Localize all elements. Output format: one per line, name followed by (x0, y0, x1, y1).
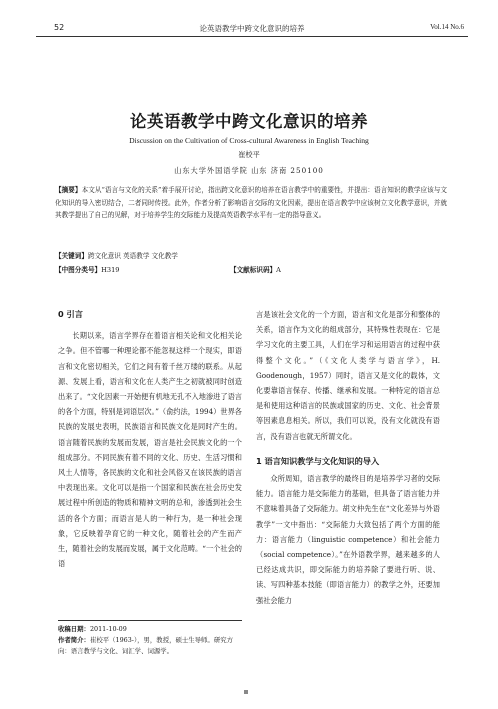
document-code (230, 264, 281, 274)
received-date-line (58, 624, 242, 635)
clc-value: H319 (101, 266, 120, 274)
paper-title-english: Discussion on the Cultivation of Cross-cultural Awareness in English Teaching (129, 136, 369, 145)
abstract (55, 184, 447, 222)
left-column (58, 307, 242, 571)
abstract-text: 本文从“语言与文化的关系”着手展开讨论，指出跨文化意识的培养在语言教学中的重要性，并提出：语言知识的教学应该与文化知识的导入密切结合，二者同时传授。此外，作者分析了影响语言交际的文化因素，提出在语言教学中应该树立文化教学意识，并就其教学提出了自己的见解，对于培养学生的交际能力及提高英语教学水平有一定的指导意义。 (55, 186, 448, 219)
running-title: 论英语教学中跨文化意识的培养 (199, 24, 305, 33)
author-bio: 崔校平（1963-），男，教授，硕士生导师。研究方向：语言教学与文化、词汇学、词源学。 (58, 636, 233, 655)
page-number: 52 (54, 23, 65, 32)
keywords-label: 【关键词】 (55, 252, 88, 260)
intro-continued-paragraph: 言是该社会文化的一个方面，语言和文化是部分和整体的关系，语言作为文化的组成部分，其特殊性表现在：它是学习文化的主要工具，人们在学习和运用语言的过程中获得整个文化。”（《文化人类学与语言学》，H. Goodenough，1957）同时，语言又是文化的载体，文化要靠语言保存、传播、继承和发展。一种特定的语言总是和使用这种语言的民族或国家的历史、文化、社会背景等因素息息相关。所以，我们可以说，没有文化就没有语言，没有语言也就无所谓文化。 (256, 310, 440, 441)
right-column (256, 307, 440, 608)
author-bio-line (58, 635, 242, 657)
classification-line (55, 264, 281, 274)
section-heading-intro: 0 引言 (58, 309, 83, 319)
scan-dot (244, 690, 248, 694)
running-header (36, 22, 468, 37)
keywords (55, 250, 178, 260)
author-affiliation: 山东大学外国语学院 山东 济南 250100 (174, 166, 324, 175)
section-1-paragraph: 众所周知，语言教学的最终目的是培养学习者的交际能力。语言能力是交际能力的基础，但具备了语言能力并不意味着具备了交际能力。胡文仲先生在“文化差异与外语教学”一文中指出：“交际能力大致包括了两个方面的能力：语言能力（linguistic competence）和社会能力（social competence）。”在外语教学界，越来越多的人已经达成共识，即交际能力的培养除了要进行听、说、读、写四种基本技能（即语言能力）的教学之外，还要加强社会能力 (256, 474, 440, 605)
section-heading-1: 1 语言知识教学与文化知识的导入 (256, 455, 380, 466)
author-bio-label: 作者简介： (58, 636, 90, 644)
paper-title: 论英语教学中跨文化意识的培养 (130, 112, 368, 131)
footnote (58, 620, 242, 657)
abstract-label: 【摘要】 (55, 186, 82, 194)
doc-code-value: A (276, 266, 281, 274)
received-date: 2011-10-09 (89, 625, 127, 633)
volume-number: Vol.14 No.6 (430, 23, 464, 31)
clc-label: 【中图分类号】 (55, 266, 102, 274)
doc-code-label: 【文献标识码】 (230, 266, 277, 274)
keywords-text: 跨文化意识 英语教学 文化教学 (87, 252, 178, 260)
intro-paragraph: 长期以来，语言学界存在着语言相关论和文化相关论之争。但不管哪一种理论都不能忽视这样一个现实，即语言和文化密切相关，它们之间有着千丝万缕的联系。从起源、发展上看，语言和文化在人类产生之初就被同时创造出来了。“文化因素一开始便有机地无孔不入地渗进了语言的各个方面，特别是词语层次。”（俞约法，1994）世界各民族的发展史表明，民族语言和民族文化是同时产生的。语言随着民族的发展而发展，语言是社会民族文化的一个组成部分。不同民族有着不同的文化、历史、生活习惯和风土人情等，各民族的文化和社会风俗又在该民族的语言中表现出来。文化可以是指一个国家和民族在社会历史发展过程中所创造的物质和精神文明的总和，渗透到社会生活的各个方面；而语言是人的一种行为，是一种社会现象，它反映着孕育它的一种文化，随着社会的产生而产生，随着社会的发展而发展，属于文化范畴。“一个社会的语 (58, 331, 242, 569)
received-label: 收稿日期： (58, 625, 90, 633)
author-name: 崔校平 (238, 150, 260, 159)
